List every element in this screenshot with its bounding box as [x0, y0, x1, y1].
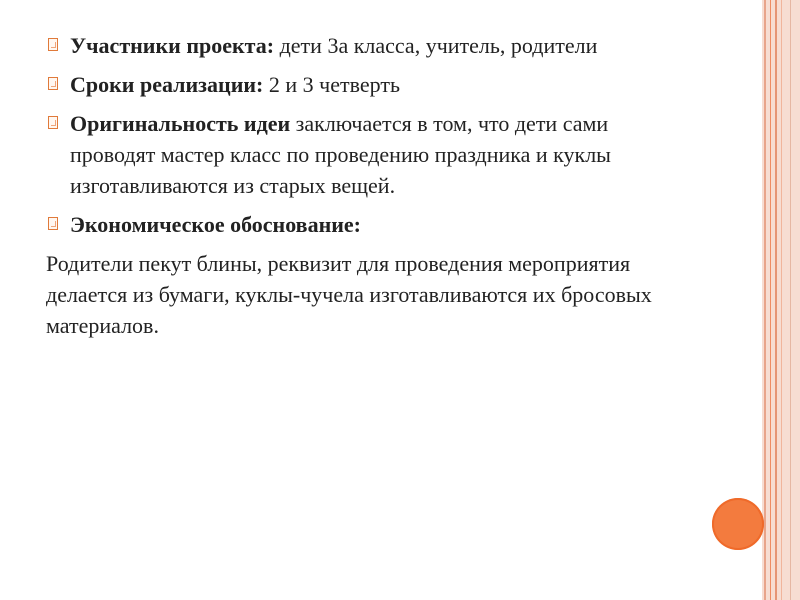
bullet-icon: [48, 217, 58, 230]
frame-line: [770, 0, 771, 600]
bullet-icon: [48, 116, 58, 129]
bullet-item-economic: [46, 209, 686, 240]
frame-line: [764, 0, 766, 600]
bullet-label: Экономическое обоснование:: [70, 212, 362, 237]
economic-paragraph: Родители пекут блины, реквизит для проведения мероприятия делается из бумаги, куклы-чучела изготавливаются их бросовых материалов.: [46, 251, 652, 338]
frame-line: [775, 0, 777, 600]
bullet-text: заключается в том, что дети сами проводят мастер класс по проведению праздника и куклы изготавливаются из старых вещей.: [70, 111, 611, 198]
bullet-icon: [48, 77, 58, 90]
bullet-item-participants: [46, 30, 686, 61]
bullet-item-terms: [46, 69, 686, 100]
frame-line: [781, 0, 782, 600]
bullet-label: Участники проекта:: [70, 33, 275, 58]
slide-content: [46, 30, 686, 341]
frame-line: [790, 0, 791, 600]
bullet-icon: [48, 38, 58, 51]
bullet-item-originality: [46, 108, 686, 201]
bullet-text: 2 и 3 четверть: [263, 72, 400, 97]
bullet-label: Сроки реализации:: [70, 72, 264, 97]
accent-circle: [712, 498, 764, 550]
bullet-text: дети 3а класса, учитель, родители: [274, 33, 598, 58]
bullet-label: Оригинальность идеи: [70, 111, 291, 136]
